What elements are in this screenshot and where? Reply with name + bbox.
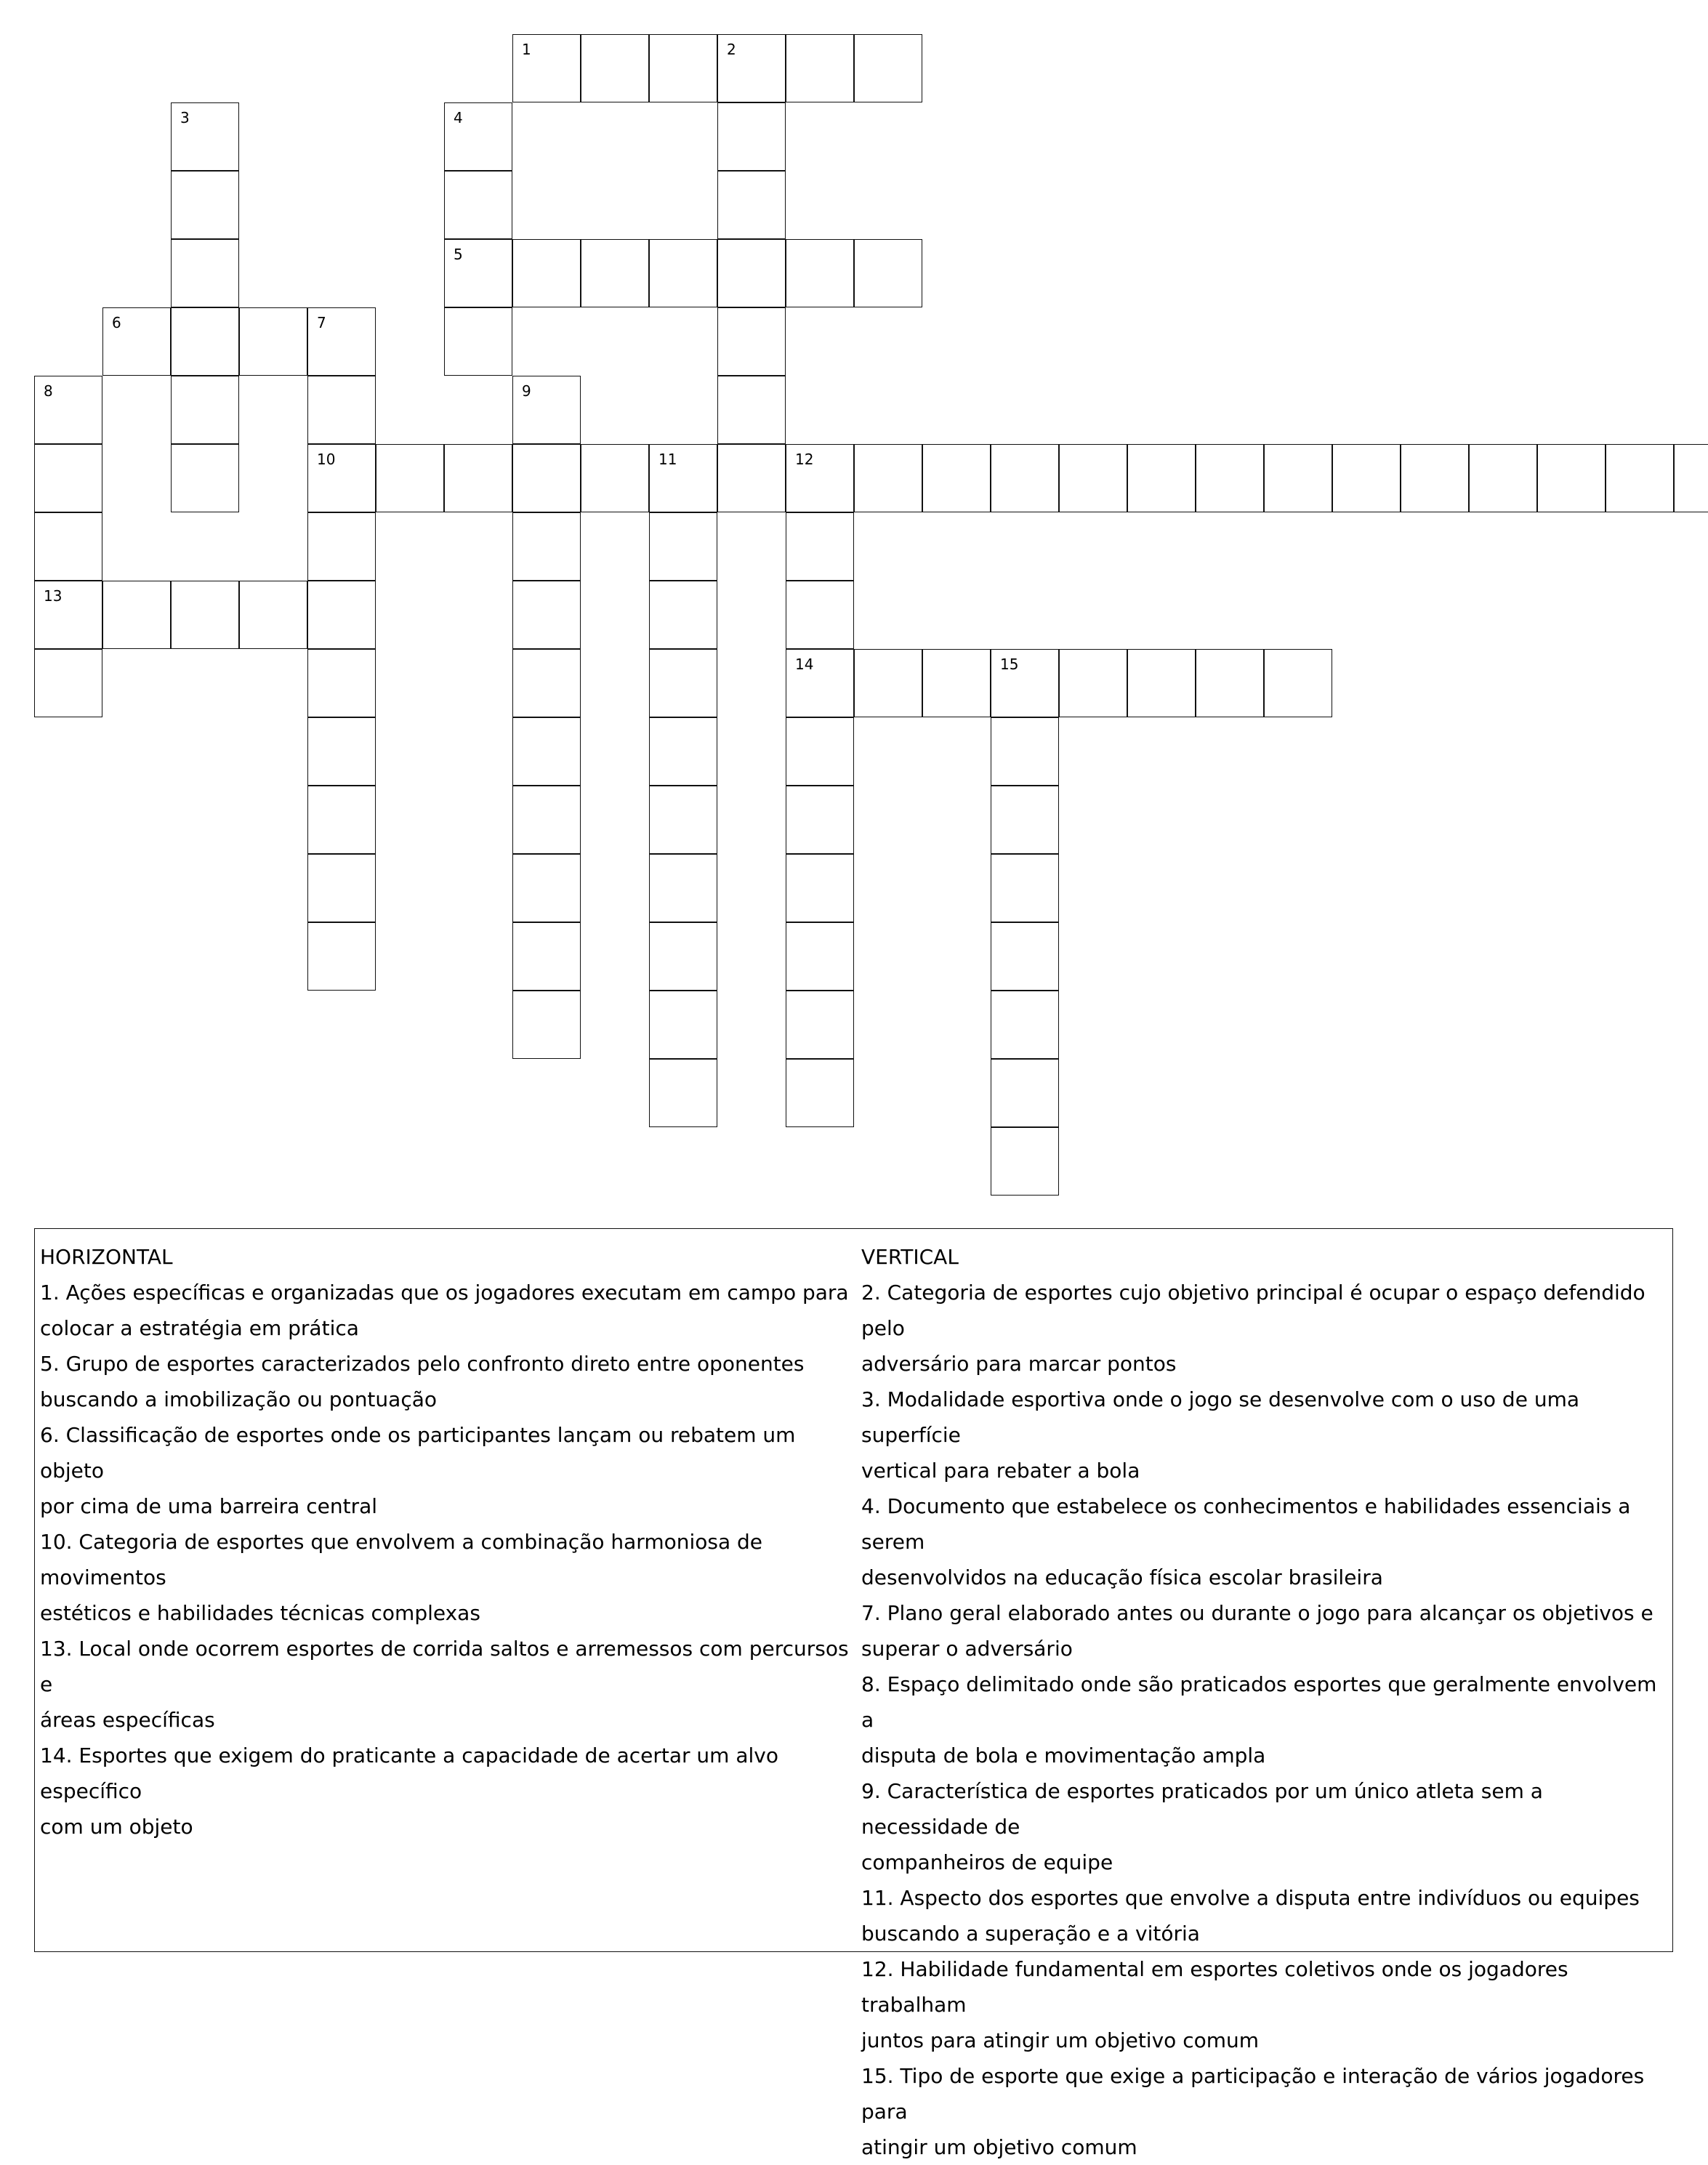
letter-input[interactable] bbox=[445, 445, 512, 512]
letter-input[interactable] bbox=[991, 855, 1058, 922]
letter-input[interactable] bbox=[1470, 445, 1536, 512]
grid-cell[interactable] bbox=[444, 307, 512, 376]
letter-input[interactable] bbox=[1060, 650, 1127, 717]
clue-line: buscando a imobilização ou pontuação bbox=[40, 1387, 437, 1411]
grid-cell[interactable] bbox=[444, 171, 512, 239]
grid-cell[interactable] bbox=[1401, 444, 1469, 512]
grid-cell[interactable] bbox=[512, 649, 581, 717]
grid-cell[interactable] bbox=[649, 717, 717, 786]
letter-input[interactable] bbox=[308, 581, 375, 648]
grid-cell[interactable] bbox=[512, 34, 581, 102]
letter-input[interactable] bbox=[445, 240, 512, 307]
letter-input[interactable] bbox=[1128, 650, 1195, 717]
grid-cell[interactable] bbox=[444, 444, 512, 512]
letter-input[interactable] bbox=[650, 581, 717, 648]
letter-input[interactable] bbox=[376, 445, 443, 512]
grid-cell[interactable] bbox=[1127, 649, 1196, 717]
clue-line: juntos para atingir um objetivo comum bbox=[861, 2028, 1260, 2052]
grid-cell[interactable] bbox=[307, 922, 376, 991]
letter-input[interactable] bbox=[513, 240, 580, 307]
letter-input[interactable] bbox=[308, 718, 375, 785]
letter-input[interactable] bbox=[786, 35, 853, 102]
letter-input[interactable] bbox=[513, 650, 580, 717]
grid-cell[interactable] bbox=[512, 991, 581, 1059]
letter-input[interactable] bbox=[650, 718, 717, 785]
letter-input[interactable] bbox=[1128, 445, 1195, 512]
letter-input[interactable] bbox=[581, 445, 648, 512]
grid-cell[interactable] bbox=[307, 444, 376, 512]
clues-panel bbox=[34, 1228, 1673, 2159]
letter-input[interactable] bbox=[991, 991, 1058, 1058]
clue-number: 6 bbox=[112, 314, 121, 331]
letter-input[interactable] bbox=[172, 376, 238, 443]
grid-cell[interactable] bbox=[512, 786, 581, 854]
letter-input[interactable] bbox=[172, 308, 238, 375]
clue-line: 5. Grupo de esportes caracterizados pelo confronto direto entre oponentes bbox=[40, 1352, 805, 1376]
grid-cell[interactable] bbox=[512, 239, 581, 307]
clue-line: 10. Categoria de esportes que envolvem a combinação harmoniosa de movimentos bbox=[40, 1530, 763, 1589]
grid-cell[interactable] bbox=[34, 581, 102, 649]
grid-cell[interactable] bbox=[786, 786, 854, 854]
clue-number: 2 bbox=[727, 41, 736, 58]
grid-cell[interactable] bbox=[34, 649, 102, 717]
letter-input[interactable] bbox=[1606, 445, 1673, 512]
letter-input[interactable] bbox=[786, 786, 853, 853]
letter-input[interactable] bbox=[718, 240, 785, 307]
letter-input[interactable] bbox=[581, 240, 648, 307]
grid-cell[interactable] bbox=[1469, 444, 1537, 512]
grid-cell[interactable] bbox=[581, 444, 649, 512]
grid-cell[interactable] bbox=[786, 1059, 854, 1127]
letter-input[interactable] bbox=[1196, 445, 1263, 512]
letter-input[interactable] bbox=[718, 172, 785, 238]
letter-input[interactable] bbox=[650, 240, 717, 307]
grid-cell[interactable] bbox=[649, 649, 717, 717]
letter-input[interactable] bbox=[855, 650, 922, 717]
grid-cell[interactable] bbox=[512, 922, 581, 991]
clue-line: 1. Ações específicas e organizadas que os jogadores executam em campo para bbox=[40, 1281, 849, 1305]
letter-input[interactable] bbox=[240, 581, 307, 648]
grid-cell[interactable] bbox=[991, 1127, 1059, 1196]
grid-cell[interactable] bbox=[1264, 444, 1332, 512]
letter-input[interactable] bbox=[650, 991, 717, 1058]
letter-input[interactable] bbox=[650, 445, 717, 512]
grid-cell[interactable] bbox=[922, 649, 991, 717]
grid-cell[interactable] bbox=[649, 922, 717, 991]
grid-cell[interactable] bbox=[717, 102, 786, 171]
grid-cell[interactable] bbox=[307, 786, 376, 854]
letter-input[interactable] bbox=[172, 581, 238, 648]
grid-cell[interactable] bbox=[171, 376, 239, 444]
letter-input[interactable] bbox=[1060, 445, 1127, 512]
letter-input[interactable] bbox=[103, 308, 170, 375]
letter-input[interactable] bbox=[513, 786, 580, 853]
letter-input[interactable] bbox=[308, 376, 375, 443]
grid-cell[interactable] bbox=[786, 34, 854, 102]
grid-cell[interactable] bbox=[34, 512, 102, 581]
letter-input[interactable] bbox=[650, 786, 717, 853]
grid-cell[interactable] bbox=[512, 717, 581, 786]
grid-cell[interactable] bbox=[512, 854, 581, 922]
clue-number: 9 bbox=[522, 382, 531, 400]
letter-input[interactable] bbox=[923, 650, 990, 717]
grid-cell[interactable] bbox=[922, 444, 991, 512]
grid-cell[interactable] bbox=[1196, 444, 1264, 512]
clue-line: 14. Esportes que exigem do praticante a capacidade de acertar um alvo específico bbox=[40, 1743, 778, 1803]
grid-cell[interactable] bbox=[307, 307, 376, 376]
grid-cell[interactable] bbox=[649, 854, 717, 922]
grid-cell[interactable] bbox=[786, 854, 854, 922]
letter-input[interactable] bbox=[786, 581, 853, 648]
grid-cell[interactable] bbox=[171, 581, 239, 649]
letter-input[interactable] bbox=[308, 650, 375, 717]
letter-input[interactable] bbox=[308, 786, 375, 853]
grid-cell[interactable] bbox=[854, 239, 922, 307]
letter-input[interactable] bbox=[513, 855, 580, 922]
letter-input[interactable] bbox=[35, 513, 102, 580]
grid-cell[interactable] bbox=[786, 922, 854, 991]
grid-cell[interactable] bbox=[786, 239, 854, 307]
grid-cell[interactable] bbox=[171, 239, 239, 307]
clue-line: atingir um objetivo comum bbox=[861, 2135, 1137, 2159]
letter-input[interactable] bbox=[991, 923, 1058, 990]
grid-cell[interactable] bbox=[786, 991, 854, 1059]
letter-input[interactable] bbox=[991, 718, 1058, 785]
letter-input[interactable] bbox=[1538, 445, 1605, 512]
clue-line: com um objeto bbox=[40, 1815, 193, 1839]
grid-cell[interactable] bbox=[991, 1059, 1059, 1127]
clue-number: 7 bbox=[317, 314, 326, 331]
letter-input[interactable] bbox=[1401, 445, 1468, 512]
letter-input[interactable] bbox=[35, 376, 102, 443]
grid-cell[interactable] bbox=[512, 512, 581, 581]
grid-cell[interactable] bbox=[649, 444, 717, 512]
grid-cell[interactable] bbox=[1059, 649, 1127, 717]
grid-cell[interactable] bbox=[717, 376, 786, 444]
letter-input[interactable] bbox=[240, 308, 307, 375]
letter-input[interactable] bbox=[513, 376, 580, 443]
grid-cell[interactable] bbox=[581, 239, 649, 307]
clue-line: companheiros de equipe bbox=[861, 1850, 1113, 1874]
grid-cell[interactable] bbox=[102, 307, 171, 376]
clue-line: adversário para marcar pontos bbox=[861, 1352, 1177, 1376]
grid-cell[interactable] bbox=[786, 717, 854, 786]
letter-input[interactable] bbox=[786, 650, 853, 717]
letter-input[interactable] bbox=[1265, 650, 1332, 717]
grid-cell[interactable] bbox=[991, 649, 1059, 717]
grid-cell[interactable] bbox=[991, 717, 1059, 786]
grid-cell[interactable] bbox=[1127, 444, 1196, 512]
clue-number: 14 bbox=[795, 656, 814, 673]
grid-cell[interactable] bbox=[717, 34, 786, 102]
grid-cell[interactable] bbox=[717, 239, 786, 307]
clue-line: desenvolvidos na educação física escolar brasileira bbox=[861, 1565, 1383, 1589]
letter-input[interactable] bbox=[650, 855, 717, 922]
grid-cell[interactable] bbox=[444, 102, 512, 171]
letter-input[interactable] bbox=[35, 445, 102, 512]
horizontal-clues bbox=[40, 1239, 861, 1845]
grid-cell[interactable] bbox=[581, 34, 649, 102]
grid-cell[interactable] bbox=[649, 581, 717, 649]
clue-number: 12 bbox=[795, 451, 814, 468]
grid-cell[interactable] bbox=[512, 376, 581, 444]
letter-input[interactable] bbox=[308, 513, 375, 580]
clue-line: 9. Característica de esportes praticados por um único atleta sem a necessidade de bbox=[861, 1779, 1543, 1839]
grid-cell[interactable] bbox=[171, 444, 239, 512]
vertical-title: VERTICAL bbox=[861, 1245, 959, 1269]
letter-input[interactable] bbox=[991, 1128, 1058, 1195]
clue-line: buscando a superação e a vitória bbox=[861, 1922, 1200, 1946]
grid-cell[interactable] bbox=[307, 649, 376, 717]
grid-cell[interactable] bbox=[649, 786, 717, 854]
clue-number: 1 bbox=[522, 41, 531, 58]
horizontal-title: HORIZONTAL bbox=[40, 1245, 173, 1269]
clue-line: disputa de bola e movimentação ampla bbox=[861, 1743, 1266, 1767]
letter-input[interactable] bbox=[718, 445, 785, 512]
letter-input[interactable] bbox=[923, 445, 990, 512]
letter-input[interactable] bbox=[650, 1060, 717, 1126]
grid-cell[interactable] bbox=[307, 376, 376, 444]
clue-number: 3 bbox=[180, 109, 190, 126]
vertical-clues bbox=[861, 1239, 1668, 2165]
letter-input[interactable] bbox=[513, 718, 580, 785]
grid-cell[interactable] bbox=[512, 581, 581, 649]
grid-cell[interactable] bbox=[512, 444, 581, 512]
grid-cell[interactable] bbox=[991, 444, 1059, 512]
grid-cell[interactable] bbox=[1537, 444, 1606, 512]
grid-cell[interactable] bbox=[991, 991, 1059, 1059]
grid-cell[interactable] bbox=[649, 239, 717, 307]
grid-cell[interactable] bbox=[307, 512, 376, 581]
grid-cell[interactable] bbox=[786, 444, 854, 512]
letter-input[interactable] bbox=[513, 581, 580, 648]
letter-input[interactable] bbox=[1675, 445, 1708, 512]
grid-cell[interactable] bbox=[649, 991, 717, 1059]
grid-cell[interactable] bbox=[171, 307, 239, 376]
clue-line: 7. Plano geral elaborado antes ou durante o jogo para alcançar os objetivos e bbox=[861, 1601, 1653, 1625]
grid-cell[interactable] bbox=[786, 581, 854, 649]
grid-cell[interactable] bbox=[102, 581, 171, 649]
letter-input[interactable] bbox=[991, 650, 1058, 717]
letter-input[interactable] bbox=[786, 855, 853, 922]
letter-input[interactable] bbox=[513, 923, 580, 990]
clue-line: 12. Habilidade fundamental em esportes coletivos onde os jogadores trabalham bbox=[861, 1957, 1568, 2017]
clue-line: áreas específicas bbox=[40, 1708, 215, 1732]
grid-cell[interactable] bbox=[854, 649, 922, 717]
grid-cell[interactable] bbox=[717, 171, 786, 239]
letter-input[interactable] bbox=[35, 650, 102, 717]
letter-input[interactable] bbox=[308, 445, 375, 512]
grid-cell[interactable] bbox=[171, 171, 239, 239]
grid-cell[interactable] bbox=[649, 512, 717, 581]
letter-input[interactable] bbox=[445, 308, 512, 375]
grid-cell[interactable] bbox=[991, 854, 1059, 922]
grid-cell[interactable] bbox=[307, 717, 376, 786]
letter-input[interactable] bbox=[718, 103, 785, 170]
grid-cell[interactable] bbox=[1264, 649, 1332, 717]
grid-cell[interactable] bbox=[376, 444, 444, 512]
clue-line: 3. Modalidade esportiva onde o jogo se desenvolve com o uso de uma superfície bbox=[861, 1387, 1579, 1447]
letter-input[interactable] bbox=[650, 650, 717, 717]
letter-input[interactable] bbox=[35, 581, 102, 648]
letter-input[interactable] bbox=[718, 308, 785, 375]
clue-number: 8 bbox=[44, 382, 53, 400]
letter-input[interactable] bbox=[103, 581, 170, 648]
grid-cell[interactable] bbox=[717, 307, 786, 376]
letter-input[interactable] bbox=[650, 923, 717, 990]
clue-line: 6. Classificação de esportes onde os participantes lançam ou rebatem um objeto bbox=[40, 1423, 796, 1483]
clue-line: vertical para rebater a bola bbox=[861, 1459, 1140, 1483]
letter-input[interactable] bbox=[786, 513, 853, 580]
grid-cell[interactable] bbox=[34, 376, 102, 444]
letter-input[interactable] bbox=[1333, 445, 1400, 512]
grid-cell[interactable] bbox=[1196, 649, 1264, 717]
clue-number: 4 bbox=[454, 109, 463, 126]
grid-cell[interactable] bbox=[1606, 444, 1674, 512]
letter-input[interactable] bbox=[786, 991, 853, 1058]
grid-cell[interactable] bbox=[1674, 444, 1708, 512]
grid-cell[interactable] bbox=[239, 307, 307, 376]
grid-cell[interactable] bbox=[1059, 444, 1127, 512]
grid-cell[interactable] bbox=[171, 102, 239, 171]
letter-input[interactable] bbox=[786, 718, 853, 785]
grid-cell[interactable] bbox=[307, 581, 376, 649]
letter-input[interactable] bbox=[786, 923, 853, 990]
letter-input[interactable] bbox=[786, 1060, 853, 1126]
letter-input[interactable] bbox=[172, 445, 238, 512]
letter-input[interactable] bbox=[1265, 445, 1332, 512]
letter-input[interactable] bbox=[513, 991, 580, 1058]
letter-input[interactable] bbox=[855, 35, 922, 102]
clue-line: 8. Espaço delimitado onde são praticados esportes que geralmente envolvem a bbox=[861, 1672, 1657, 1732]
clue-number: 10 bbox=[317, 451, 336, 468]
letter-input[interactable] bbox=[308, 308, 375, 375]
clue-line: superar o adversário bbox=[861, 1637, 1073, 1661]
clue-line: 11. Aspecto dos esportes que envolve a disputa entre indivíduos ou equipes bbox=[861, 1886, 1640, 1910]
grid-cell[interactable] bbox=[854, 444, 922, 512]
letter-input[interactable] bbox=[718, 376, 785, 443]
letter-input[interactable] bbox=[650, 513, 717, 580]
letter-input[interactable] bbox=[991, 1060, 1058, 1126]
grid-cell[interactable] bbox=[991, 786, 1059, 854]
letter-input[interactable] bbox=[1196, 650, 1263, 717]
letter-input[interactable] bbox=[786, 445, 853, 512]
letter-input[interactable] bbox=[513, 35, 580, 102]
grid-cell[interactable] bbox=[991, 922, 1059, 991]
letter-input[interactable] bbox=[650, 35, 717, 102]
letter-input[interactable] bbox=[445, 103, 512, 170]
letter-input[interactable] bbox=[172, 172, 238, 238]
clue-line: 15. Tipo de esporte que exige a participação e interação de vários jogadores para bbox=[861, 2064, 1645, 2124]
grid-cell[interactable] bbox=[786, 512, 854, 581]
clue-line: colocar a estratégia em prática bbox=[40, 1316, 359, 1340]
clue-number: 15 bbox=[1000, 656, 1019, 673]
letter-input[interactable] bbox=[513, 513, 580, 580]
letter-input[interactable] bbox=[172, 240, 238, 307]
letter-input[interactable] bbox=[786, 240, 853, 307]
letter-input[interactable] bbox=[513, 445, 580, 512]
letter-input[interactable] bbox=[991, 786, 1058, 853]
clue-number: 13 bbox=[44, 587, 63, 605]
letter-input[interactable] bbox=[308, 923, 375, 990]
clue-number: 11 bbox=[658, 451, 677, 468]
clue-line: por cima de uma barreira central bbox=[40, 1494, 378, 1518]
clue-line: estéticos e habilidades técnicas complexas bbox=[40, 1601, 480, 1625]
grid-cell[interactable] bbox=[854, 34, 922, 102]
grid-cell[interactable] bbox=[786, 649, 854, 717]
grid-cell[interactable] bbox=[649, 1059, 717, 1127]
grid-cell[interactable] bbox=[1332, 444, 1401, 512]
letter-input[interactable] bbox=[855, 445, 922, 512]
grid-cell[interactable] bbox=[307, 854, 376, 922]
grid-cell[interactable] bbox=[34, 444, 102, 512]
grid-cell[interactable] bbox=[717, 444, 786, 512]
letter-input[interactable] bbox=[308, 855, 375, 922]
clue-line: 4. Documento que estabelece os conhecimentos e habilidades essenciais a serem bbox=[861, 1494, 1631, 1554]
letter-input[interactable] bbox=[445, 172, 512, 238]
letter-input[interactable] bbox=[581, 35, 648, 102]
letter-input[interactable] bbox=[172, 103, 238, 170]
grid-cell[interactable] bbox=[649, 34, 717, 102]
letter-input[interactable] bbox=[718, 35, 785, 102]
clue-line: 13. Local onde ocorrem esportes de corrida saltos e arremessos com percursos e bbox=[40, 1637, 849, 1696]
clue-number: 5 bbox=[454, 246, 463, 263]
grid-cell[interactable] bbox=[239, 581, 307, 649]
clue-line: 2. Categoria de esportes cujo objetivo principal é ocupar o espaço defendido pelo bbox=[861, 1281, 1645, 1340]
grid-cell[interactable] bbox=[444, 239, 512, 307]
letter-input[interactable] bbox=[991, 445, 1058, 512]
letter-input[interactable] bbox=[855, 240, 922, 307]
